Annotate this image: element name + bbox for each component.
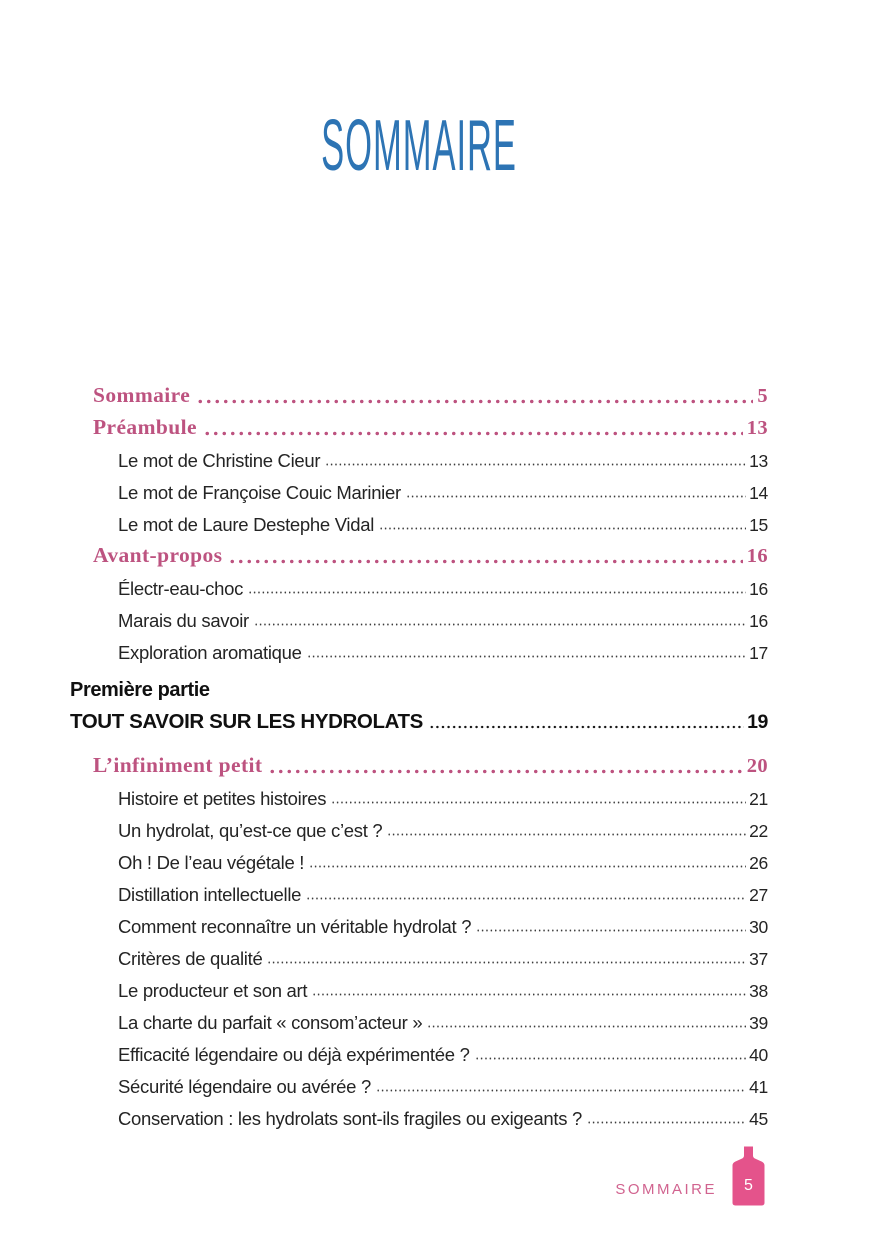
toc-entry <box>70 778 768 810</box>
dotted-leader <box>587 1121 746 1124</box>
toc-entry-page-number: 16 <box>749 611 768 631</box>
dotted-leader <box>406 495 746 498</box>
dotted-leader <box>228 559 742 564</box>
toc-entry-page-number: 13 <box>749 451 768 471</box>
toc-entry <box>70 1066 768 1098</box>
toc-entry-label: Première partie <box>70 679 210 701</box>
dotted-leader <box>307 655 746 658</box>
footer-section-label: SOMMAIRE <box>615 1181 717 1198</box>
toc-entry-page-number: 5 <box>757 385 768 407</box>
toc-entry-label: Critères de qualité <box>118 948 263 969</box>
toc-entry <box>70 600 768 632</box>
bottle-icon <box>730 1145 767 1207</box>
dotted-leader <box>306 897 746 900</box>
toc-entry-page-number: 37 <box>749 949 768 969</box>
toc-entry-label: Conservation : les hydrolats sont-ils fragiles ou exigeants ? <box>118 1108 582 1129</box>
toc-entry-label: Sécurité légendaire ou avérée ? <box>118 1076 371 1097</box>
toc-entry-label: Marais du savoir <box>118 610 249 631</box>
toc-entry-label: Le producteur et son art <box>118 980 308 1001</box>
toc-entry-page-number: 21 <box>749 789 768 809</box>
toc-entry <box>70 1002 768 1034</box>
dotted-leader <box>203 431 743 436</box>
toc-entry-label: La charte du parfait « consom’acteur » <box>118 1012 423 1033</box>
toc-entry <box>70 1098 768 1130</box>
toc-entry-label: Oh ! De l’eau végétale ! <box>118 852 305 873</box>
toc-entry-label: L’infiniment petit <box>93 753 263 777</box>
toc-entry-page-number: 41 <box>749 1077 768 1097</box>
toc-entry <box>70 842 768 874</box>
dotted-leader <box>267 961 746 964</box>
dotted-leader <box>312 993 746 996</box>
dotted-leader <box>379 527 746 530</box>
toc-entry-label: Comment reconnaître un véritable hydrolat ? <box>118 916 472 937</box>
dotted-leader <box>475 1057 747 1060</box>
toc-entry-page-number: 16 <box>749 579 768 599</box>
toc-entry-page-number: 17 <box>749 643 768 663</box>
dotted-leader <box>268 769 742 774</box>
toc-entry <box>70 906 768 938</box>
page-title <box>70 106 768 186</box>
toc-entry-label: Histoire et petites histoires <box>118 788 327 809</box>
toc-entry-label: Le mot de Christine Cieur <box>118 450 321 471</box>
toc-entry <box>70 632 768 664</box>
dotted-leader <box>196 399 753 404</box>
dotted-leader <box>309 865 746 868</box>
toc-entry-page-number: 30 <box>749 917 768 937</box>
table-of-contents <box>70 376 768 1130</box>
toc-entry <box>70 746 768 778</box>
toc-entry-label: Distillation intellectuelle <box>118 884 302 905</box>
toc-entry-page-number: 14 <box>749 483 768 503</box>
toc-entry-page-number: 40 <box>749 1045 768 1065</box>
toc-entry-page-number: 45 <box>749 1109 768 1129</box>
toc-entry <box>70 440 768 472</box>
toc-entry-label: Efficacité légendaire ou déjà expérimentée ? <box>118 1044 470 1065</box>
dotted-leader <box>254 623 746 626</box>
dotted-leader <box>429 725 744 729</box>
page-title-text: SOMMAIRE <box>321 106 517 186</box>
toc-entry <box>70 472 768 504</box>
dotted-leader <box>427 1025 746 1028</box>
toc-entry-label: Électr-eau-choc <box>118 578 244 599</box>
toc-entry <box>70 408 768 440</box>
dotted-leader <box>331 801 746 804</box>
toc-entry-page-number: 13 <box>746 417 768 439</box>
page-footer <box>615 1145 767 1207</box>
dotted-leader <box>476 929 746 932</box>
toc-entry-page-number: 20 <box>746 755 768 777</box>
toc-entry-label: TOUT SAVOIR SUR LES HYDROLATS <box>70 710 423 733</box>
toc-entry-label: Exploration aromatique <box>118 642 302 663</box>
toc-entry <box>70 938 768 970</box>
toc-entry-page-number: 19 <box>747 711 768 733</box>
toc-entry <box>70 536 768 568</box>
toc-entry <box>70 874 768 906</box>
toc-entry-page-number: 39 <box>749 1013 768 1033</box>
dotted-leader <box>376 1089 746 1092</box>
toc-entry-label: Préambule <box>93 415 197 439</box>
toc-entry-page-number: 38 <box>749 981 768 1001</box>
toc-entry <box>70 568 768 600</box>
toc-entry <box>70 810 768 842</box>
toc-entry-label: Le mot de Laure Destephe Vidal <box>118 514 375 535</box>
toc-entry-page-number: 27 <box>749 885 768 905</box>
toc-entry <box>70 376 768 408</box>
footer-page-number: 5 <box>744 1177 753 1194</box>
toc-entry-label: Le mot de Françoise Couic Marinier <box>118 482 401 503</box>
toc-entry-label: Un hydrolat, qu’est-ce que c’est ? <box>118 820 383 841</box>
toc-entry-label: Sommaire <box>93 383 191 407</box>
toc-entry-page-number: 26 <box>749 853 768 873</box>
dotted-leader <box>325 463 746 466</box>
toc-entry-page-number: 15 <box>749 515 768 535</box>
bottle-shape <box>733 1147 765 1206</box>
toc-entry-page-number: 22 <box>749 821 768 841</box>
toc-entry <box>70 670 768 702</box>
toc-entry <box>70 504 768 536</box>
toc-entry-page-number: 16 <box>746 545 768 567</box>
dotted-leader <box>248 591 746 594</box>
toc-entry-label: Avant-propos <box>93 543 223 567</box>
dotted-leader <box>387 833 746 836</box>
toc-entry <box>70 1034 768 1066</box>
toc-entry <box>70 970 768 1002</box>
toc-entry <box>70 702 768 734</box>
